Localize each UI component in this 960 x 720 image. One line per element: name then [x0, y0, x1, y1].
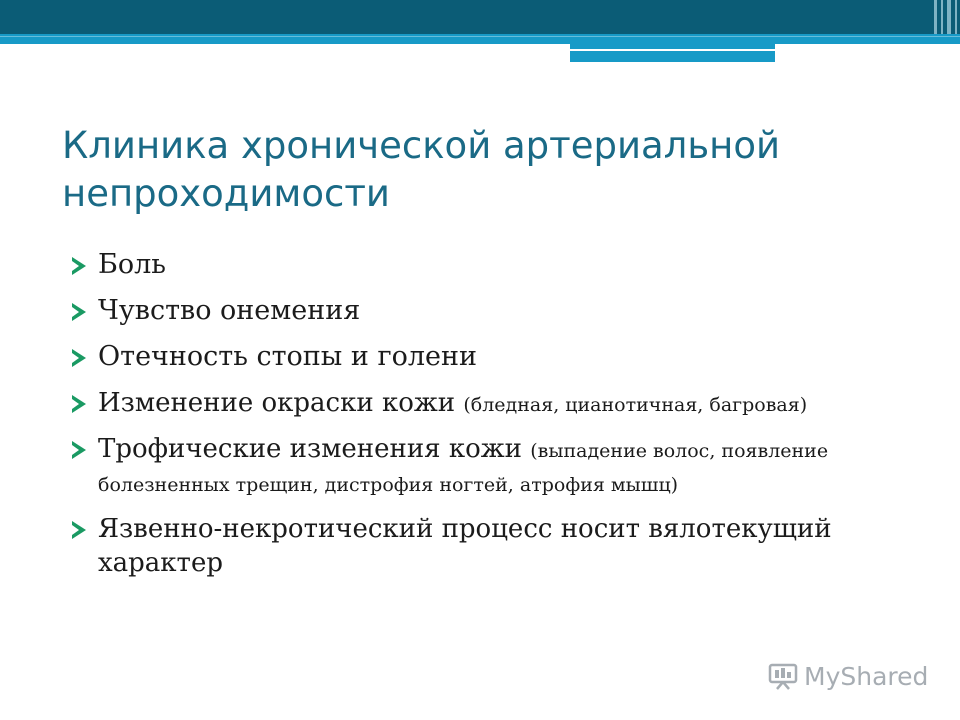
bullet-text: Чувство онемения — [98, 295, 361, 326]
bullet-item — [72, 386, 912, 420]
watermark-text: MyShared — [804, 661, 929, 691]
arrow-bullet-icon — [72, 303, 86, 321]
header-stripe — [934, 0, 937, 34]
header-stripe — [941, 0, 943, 34]
bullet-text: Изменение окраски кожи — [98, 388, 456, 418]
bullet-item — [72, 512, 912, 580]
bullet-list — [72, 248, 912, 592]
header-white-line — [570, 49, 890, 51]
bullet-item — [72, 432, 912, 500]
slide-title: Клиника хронической артериальной непроходимости — [62, 124, 781, 215]
bullet-item — [72, 294, 912, 328]
arrow-bullet-icon — [72, 395, 86, 413]
presentation-board-icon — [768, 662, 798, 690]
arrow-bullet-icon — [72, 521, 86, 539]
bullet-note: (выпадение волос, появление болезненных трещин, дистрофия ногтей, атрофия мышц) — [98, 440, 829, 496]
bullet-text: Язвенно-некротический процесс носит вялотекущий характер — [98, 514, 832, 578]
arrow-bullet-icon — [72, 257, 86, 275]
header-thin-line — [0, 36, 960, 37]
arrow-bullet-icon — [72, 441, 86, 459]
myshared-watermark — [768, 656, 928, 696]
arrow-bullet-icon — [72, 349, 86, 367]
header-band-dark — [0, 0, 960, 34]
bullet-item — [72, 340, 912, 374]
bullet-text: Боль — [98, 249, 166, 280]
header-tab-accent — [570, 44, 775, 62]
header-stripe — [947, 0, 951, 34]
header-stripe — [955, 0, 957, 34]
bullet-text: Отечность стопы и голени — [98, 341, 477, 372]
bullet-item — [72, 248, 912, 282]
bullet-note: (бледная, цианотичная, багровая) — [463, 394, 808, 416]
bullet-text: Трофические изменения кожи — [98, 434, 522, 464]
